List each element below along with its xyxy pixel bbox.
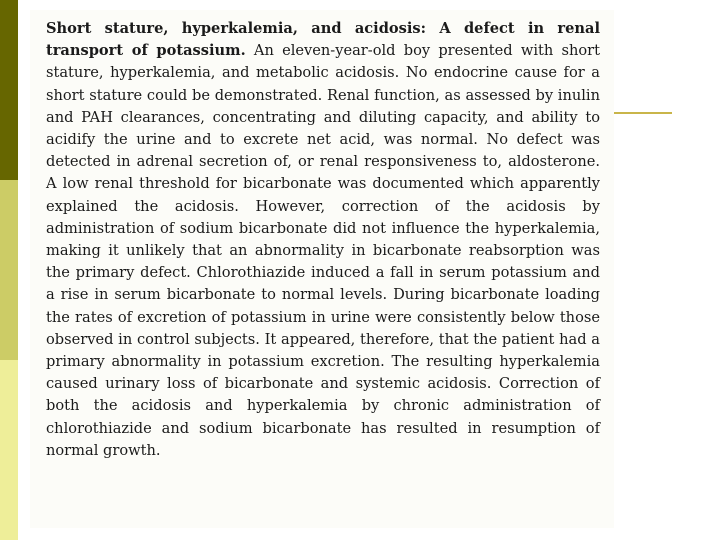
sidebar-stripe-light — [0, 360, 18, 540]
abstract-body: An eleven-year-old boy presented with short stature, hyperkalemia, and metabolic acidosis. No endocrine cause for a short stature could be demonstrated. Renal function, as assessed by inulin and PAH clearances, concentrating and diluting capacity, and ability to acidify the urine and to excrete net acid, was normal. No defect was detected in adrenal secretion of, or renal responsiveness to, aldosterone. A low renal threshold for bicarbonate was documented which apparently explained the acidosis. However, correction of the acidosis by administration of sodium bicarbonate did not influence the hyperkalemia, making it unlikely that an abnormality in bicarbonate reabsorption was the primary defect. Chlorothiazide induced a fall in serum potassium and a rise in serum bicarbonate to normal levels. During bicarbonate loading the rates of excretion of potassium in urine were consistently below those observed in control subjects. It appeared, therefore, that the patient had a primary abnormality in potassium excretion. The resulting hyperkalemia caused urinary loss of bicarbonate and systemic acidosis. Correction of both the acidosis and hyperkalemia by chronic administration of chlorothiazide and sodium bicarbonate has resulted in resumption of normal growth. — [46, 42, 601, 459]
abstract-title: Short stature, hyperkalemia, and acidosis: A defect in renal transport of potassium. — [46, 20, 600, 60]
scanned-abstract-image — [30, 10, 614, 528]
sidebar-stripe-mid — [0, 180, 18, 360]
sidebar-stripe-dark — [0, 0, 18, 180]
abstract-paragraph — [46, 18, 600, 462]
